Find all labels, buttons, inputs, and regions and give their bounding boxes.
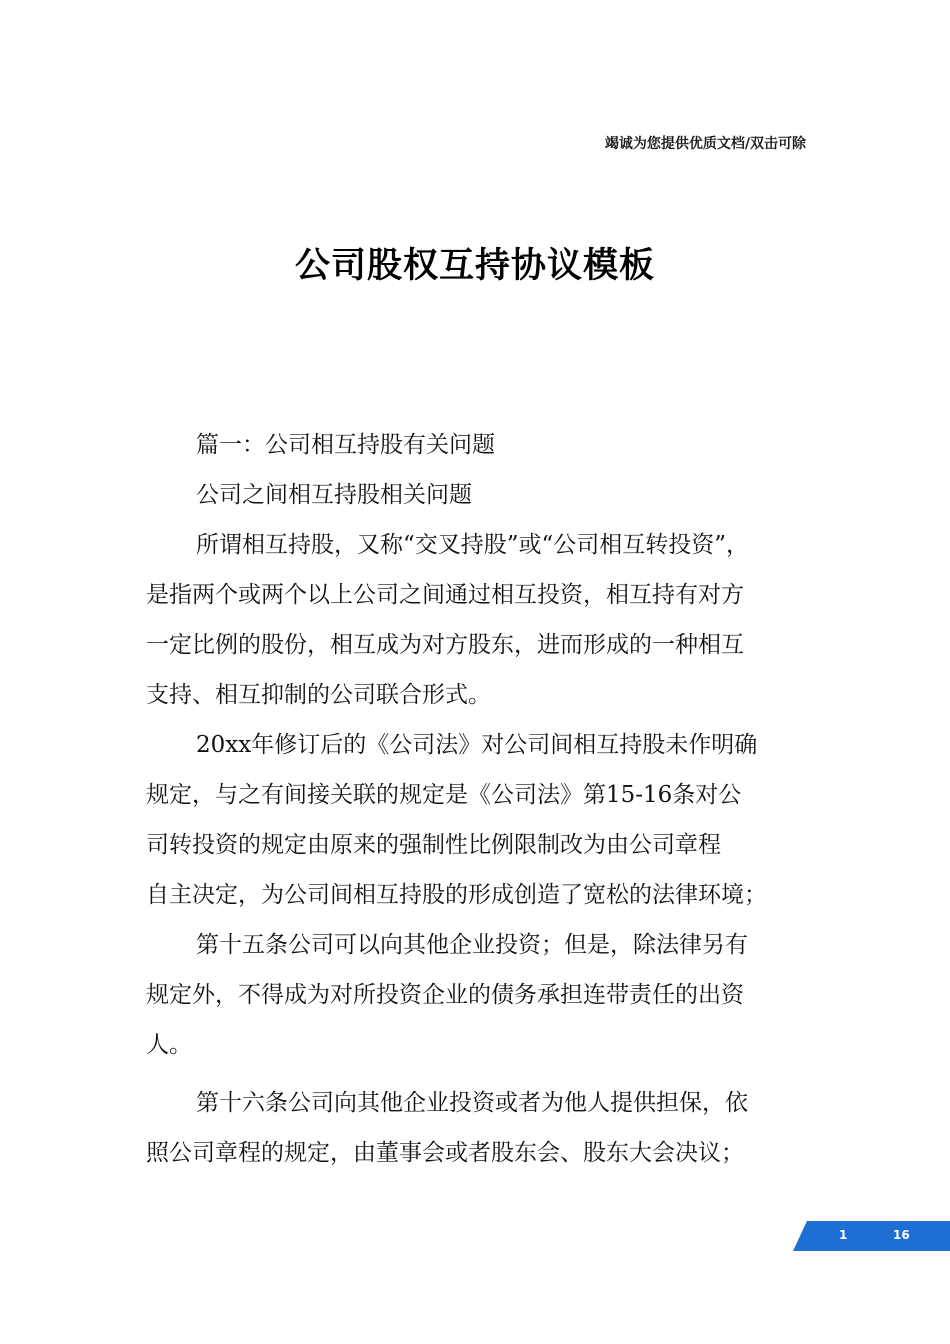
text-line: 规定，与之有间接关联的规定是《公司法》第15-16条对公 <box>146 782 742 808</box>
total-page-count: 16 <box>893 1228 910 1242</box>
text-line: 一定比例的股份，相互成为对方股东，进而形成的一种相互 <box>146 632 744 658</box>
text-line: 公司之间相互持股相关问题 <box>196 482 472 508</box>
document-body <box>146 420 818 1178</box>
text-line: 照公司章程的规定，由董事会或者股东会、股东大会决议； <box>146 1140 744 1166</box>
paragraph-article-16 <box>146 1078 818 1178</box>
page-indicator-background <box>793 1221 950 1251</box>
text-line: 规定外，不得成为对所投资企业的债务承担连带责任的出资 <box>146 982 744 1008</box>
text-line: 是指两个或两个以上公司之间通过相互投资，相互持有对方 <box>146 582 744 608</box>
paragraph-company-law <box>146 720 818 920</box>
subsection-heading <box>146 470 818 520</box>
paragraph-definition <box>146 520 818 720</box>
section-heading <box>146 420 818 470</box>
text-line: 司转投资的规定由原来的强制性比例限制改为由公司章程 <box>146 832 721 858</box>
text-line: 篇一：公司相互持股有关问题 <box>196 432 495 458</box>
header-note: 竭诚为您提供优质文档/双击可除 <box>604 136 806 152</box>
current-page-number: 1 <box>839 1228 848 1242</box>
text-line: 所谓相互持股，又称“交叉持股”或“公司相互转投资”， <box>196 532 750 558</box>
text-line: 第十五条公司可以向其他企业投资；但是，除法律另有 <box>196 932 748 958</box>
text-line: 20xx年修订后的《公司法》对公司间相互持股未作明确 <box>196 732 758 758</box>
text-line: 第十六条公司向其他企业投资或者为他人提供担保，依 <box>196 1090 748 1116</box>
text-line: 自主决定，为公司间相互持股的形成创造了宽松的法律环境； <box>146 882 767 908</box>
text-line: 人。 <box>146 1032 192 1058</box>
page-indicator <box>793 1221 950 1251</box>
document-title: 公司股权互持协议模板 <box>294 246 655 286</box>
paragraph-article-15 <box>146 920 818 1070</box>
text-line: 支持、相互抑制的公司联合形式。 <box>146 682 491 708</box>
